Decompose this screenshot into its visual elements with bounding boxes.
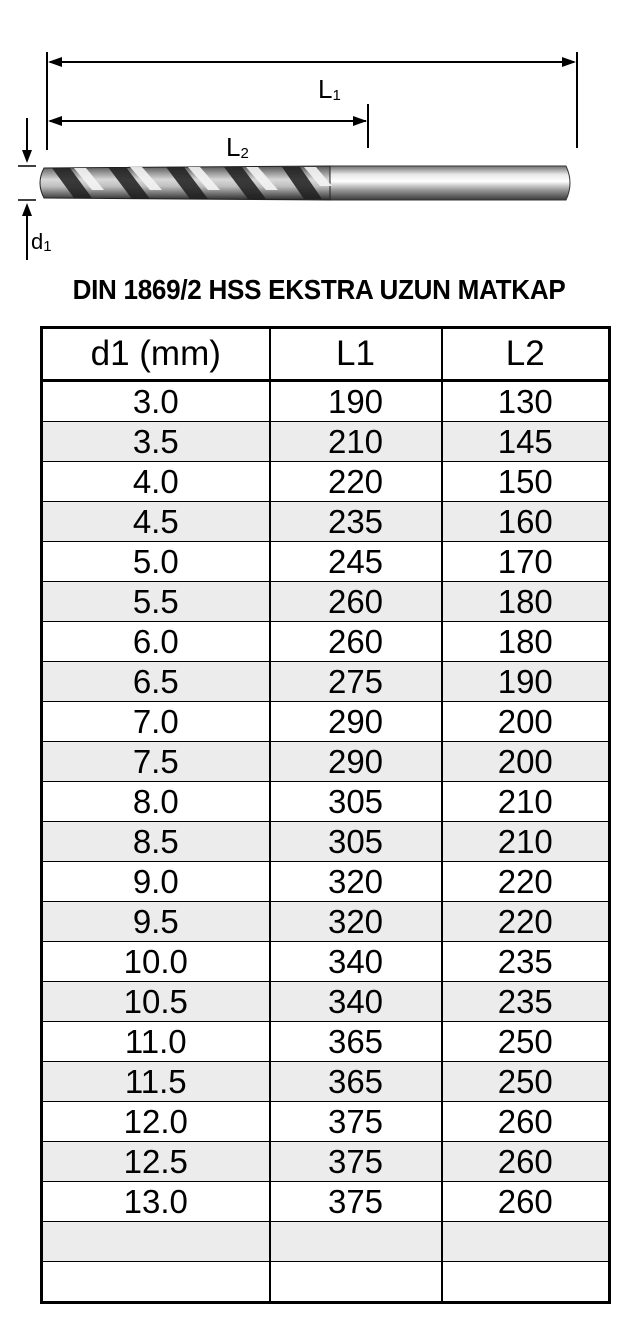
cell-L2: 220 — [442, 862, 610, 902]
cell-L1: 245 — [270, 542, 442, 582]
cell-L2: 235 — [442, 942, 610, 982]
cell-d1: 3.0 — [42, 381, 270, 422]
cell-L2: 220 — [442, 902, 610, 942]
cell-L2: 250 — [442, 1022, 610, 1062]
cell-L1: 305 — [270, 782, 442, 822]
cell-L1: 210 — [270, 422, 442, 462]
table-row — [42, 1182, 610, 1222]
cell-L1: 290 — [270, 702, 442, 742]
cell-L2: 250 — [442, 1062, 610, 1102]
L2-label: $L_2$ — [226, 132, 249, 162]
cell-d1: 11.0 — [42, 1022, 270, 1062]
header-L1: L1 — [270, 328, 442, 381]
table-row — [42, 1262, 610, 1303]
cell-L2: 200 — [442, 742, 610, 782]
drill-bit — [40, 166, 570, 200]
cell-L2: 180 — [442, 622, 610, 662]
cell-d1: 8.0 — [42, 782, 270, 822]
table-row — [42, 1142, 610, 1182]
table-row — [42, 381, 610, 422]
cell-d1: 7.0 — [42, 702, 270, 742]
cell-L1: 340 — [270, 982, 442, 1022]
cell-L1: 375 — [270, 1182, 442, 1222]
cell-d1: 9.5 — [42, 902, 270, 942]
cell-L2: 170 — [442, 542, 610, 582]
cell-d1: 9.0 — [42, 862, 270, 902]
table-row — [42, 742, 610, 782]
cell-L2 — [442, 1262, 610, 1303]
table-header-row — [42, 328, 610, 381]
cell-d1: 12.5 — [42, 1142, 270, 1182]
cell-L1: 190 — [270, 381, 442, 422]
cell-d1: 6.0 — [42, 622, 270, 662]
table-row — [42, 1222, 610, 1262]
cell-d1: 3.5 — [42, 422, 270, 462]
cell-d1: 5.5 — [42, 582, 270, 622]
cell-L2: 160 — [442, 502, 610, 542]
cell-d1: 13.0 — [42, 1182, 270, 1222]
table-row — [42, 462, 610, 502]
cell-L1: 375 — [270, 1102, 442, 1142]
cell-L1: 235 — [270, 502, 442, 542]
cell-L1: 365 — [270, 1022, 442, 1062]
cell-L2 — [442, 1222, 610, 1262]
cell-d1: 4.0 — [42, 462, 270, 502]
table-row — [42, 902, 610, 942]
cell-L1: 305 — [270, 822, 442, 862]
table-row — [42, 502, 610, 542]
table-row — [42, 1022, 610, 1062]
table-row — [42, 982, 610, 1022]
cell-L2: 200 — [442, 702, 610, 742]
table-row — [42, 1062, 610, 1102]
cell-L1: 290 — [270, 742, 442, 782]
table-row — [42, 422, 610, 462]
cell-L1: 260 — [270, 582, 442, 622]
cell-L2: 260 — [442, 1102, 610, 1142]
d1-label: $d_1$ — [31, 229, 52, 255]
cell-d1: 12.0 — [42, 1102, 270, 1142]
table-row — [42, 782, 610, 822]
cell-d1: 4.5 — [42, 502, 270, 542]
cell-L1: 275 — [270, 662, 442, 702]
cell-d1: 5.0 — [42, 542, 270, 582]
cell-L2: 260 — [442, 1142, 610, 1182]
dimension-L1 — [47, 52, 577, 162]
cell-d1 — [42, 1222, 270, 1262]
cell-d1: 7.5 — [42, 742, 270, 782]
page-title: DIN 1869/2 HSS EKSTRA UZUN MATKAP — [72, 274, 566, 305]
cell-L1 — [270, 1222, 442, 1262]
cell-d1 — [42, 1262, 270, 1303]
cell-L2: 150 — [442, 462, 610, 502]
table-row — [42, 662, 610, 702]
cell-d1: 11.5 — [42, 1062, 270, 1102]
cell-L1 — [270, 1262, 442, 1303]
cell-L1: 340 — [270, 942, 442, 982]
cell-d1: 6.5 — [42, 662, 270, 702]
cell-d1: 8.5 — [42, 822, 270, 862]
cell-L2: 210 — [442, 822, 610, 862]
table-row — [42, 582, 610, 622]
cell-L1: 220 — [270, 462, 442, 502]
drill-bit-diagram — [0, 0, 638, 270]
cell-L2: 130 — [442, 381, 610, 422]
cell-L1: 320 — [270, 902, 442, 942]
header-d1: d1 (mm) — [42, 328, 270, 381]
table-row — [42, 942, 610, 982]
cell-L2: 235 — [442, 982, 610, 1022]
dimension-table — [40, 326, 608, 1304]
cell-L1: 320 — [270, 862, 442, 902]
drill-bit-drawing — [0, 0, 638, 270]
spec-table — [40, 326, 611, 1304]
table-row — [42, 542, 610, 582]
cell-d1: 10.0 — [42, 942, 270, 982]
L1-label: $L_1$ — [318, 74, 341, 104]
table-row — [42, 1102, 610, 1142]
cell-L2: 210 — [442, 782, 610, 822]
table-row — [42, 622, 610, 662]
cell-L1: 365 — [270, 1062, 442, 1102]
cell-L1: 260 — [270, 622, 442, 662]
cell-d1: 10.5 — [42, 982, 270, 1022]
cell-L2: 260 — [442, 1182, 610, 1222]
table-row — [42, 822, 610, 862]
cell-L2: 145 — [442, 422, 610, 462]
cell-L2: 190 — [442, 662, 610, 702]
table-row — [42, 862, 610, 902]
table-row — [42, 702, 610, 742]
header-L2: L2 — [442, 328, 610, 381]
cell-L1: 375 — [270, 1142, 442, 1182]
dimension-L2 — [48, 104, 368, 162]
cell-L2: 180 — [442, 582, 610, 622]
